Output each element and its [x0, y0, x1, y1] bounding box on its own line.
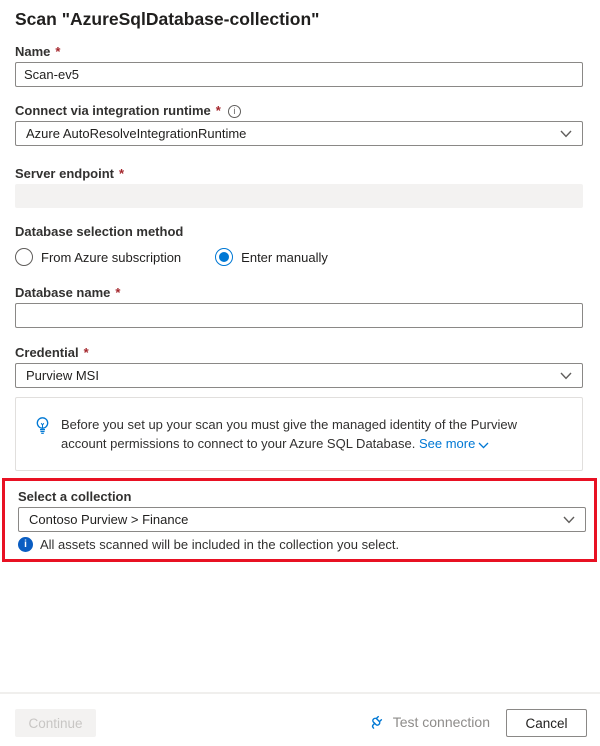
collection-select[interactable]	[18, 507, 586, 532]
radio-circle-icon	[15, 248, 33, 266]
server-endpoint-input	[15, 184, 583, 208]
field-database-name	[15, 285, 583, 328]
radio-label: From Azure subscription	[41, 249, 182, 265]
required-asterisk: *	[55, 44, 61, 59]
field-db-method	[15, 224, 583, 267]
field-credential	[15, 345, 583, 388]
collection-label: Select a collection	[18, 489, 132, 504]
database-name-label: Database name	[15, 285, 111, 300]
runtime-label: Connect via integration runtime	[15, 103, 211, 118]
info-icon[interactable]: i	[228, 105, 241, 118]
server-endpoint-label-row	[15, 166, 583, 182]
runtime-select[interactable]	[15, 121, 583, 146]
radio-circle-icon	[215, 248, 233, 266]
collection-highlight-box	[2, 478, 597, 562]
credential-select[interactable]	[15, 363, 583, 388]
radio-enter-manually[interactable]	[215, 248, 328, 266]
plug-icon	[367, 713, 385, 731]
lightbulb-icon	[34, 416, 51, 436]
db-method-options	[15, 247, 583, 267]
collection-label-row	[18, 489, 582, 505]
test-connection-label: Test connection	[392, 714, 490, 730]
field-server-endpoint	[15, 166, 583, 208]
permissions-infobox	[15, 397, 583, 471]
chevron-down-icon	[478, 442, 489, 449]
required-asterisk: *	[215, 103, 221, 118]
collection-note-text: All assets scanned will be included in the collection you select.	[40, 537, 400, 552]
see-more-label: See more	[418, 436, 476, 451]
database-name-label-row	[15, 285, 583, 301]
name-label: Name	[15, 44, 51, 59]
see-more-link[interactable]	[419, 436, 489, 451]
chevron-down-icon	[560, 372, 572, 380]
required-asterisk: *	[83, 345, 89, 360]
chevron-down-icon	[560, 130, 572, 138]
continue-button[interactable]: Continue	[15, 709, 96, 737]
name-input[interactable]	[15, 62, 583, 87]
server-endpoint-label: Server endpoint	[15, 166, 114, 181]
field-name	[15, 44, 583, 87]
required-asterisk: *	[115, 285, 121, 300]
infobox-text	[61, 415, 564, 453]
page-title: Scan "AzureSqlDatabase-collection"	[15, 9, 320, 29]
infobox-message: Before you set up your scan you must give the managed identity of the Purview account permissions to connect to your Azure SQL Database.	[61, 417, 517, 451]
test-connection-button[interactable]	[367, 713, 490, 731]
db-method-label: Database selection method	[15, 224, 184, 239]
collection-note-row	[18, 537, 582, 552]
credential-label-row	[15, 345, 583, 361]
cancel-button[interactable]: Cancel	[506, 709, 587, 737]
name-label-row	[15, 44, 583, 60]
radio-from-azure-subscription[interactable]	[15, 248, 181, 266]
runtime-select-value: Azure AutoResolveIntegrationRuntime	[26, 126, 247, 141]
scan-form	[0, 8, 600, 562]
info-filled-icon: i	[18, 537, 33, 552]
required-asterisk: *	[118, 166, 125, 181]
credential-select-value: Purview MSI	[26, 368, 99, 383]
radio-label: Enter manually	[241, 249, 328, 265]
runtime-label-row	[15, 103, 583, 119]
credential-label: Credential	[15, 345, 79, 360]
db-method-label-row	[15, 224, 583, 240]
collection-select-value: Contoso Purview > Finance	[29, 512, 189, 527]
field-runtime	[15, 103, 583, 146]
chevron-down-icon	[563, 516, 575, 524]
database-name-input[interactable]	[15, 303, 583, 328]
